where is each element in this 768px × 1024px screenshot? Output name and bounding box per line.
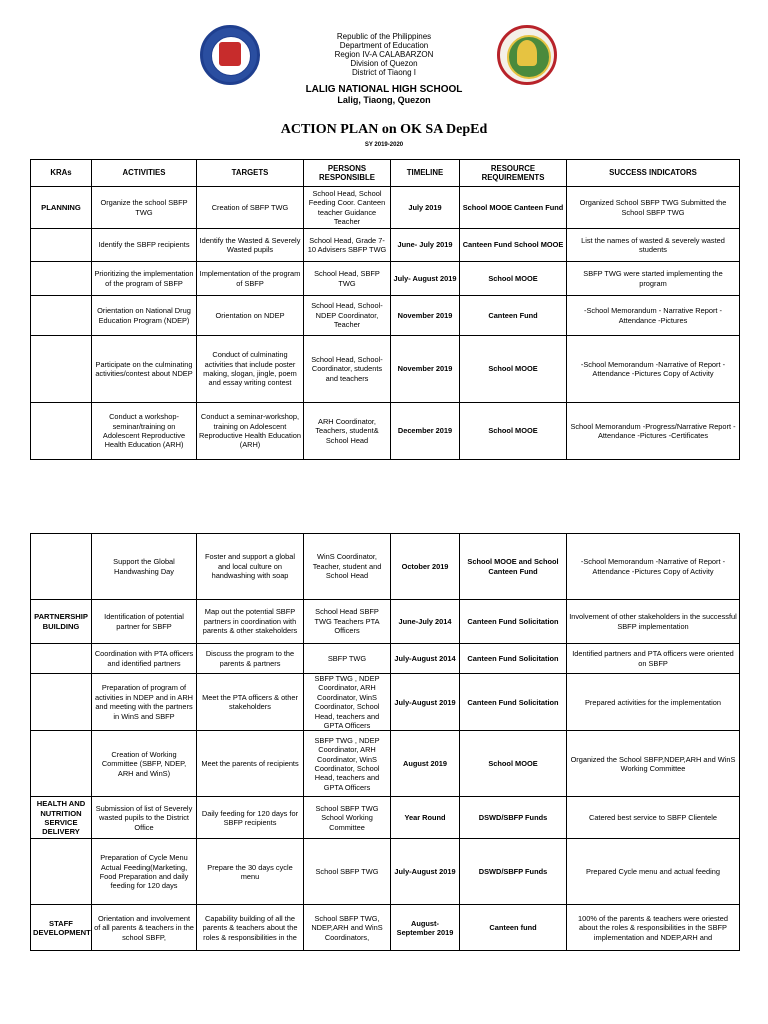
- document-title: ACTION PLAN on OK SA DepEd: [280, 122, 488, 137]
- kra-cell: [31, 336, 92, 403]
- resources-cell: Canteen fund: [460, 905, 567, 951]
- target-cell: Foster and support a global and local culture on handwashing with soap: [197, 534, 304, 600]
- col-header-indicators: SUCCESS INDICATORS: [567, 160, 740, 187]
- persons-cell: School SBFP TWG School Working Committee: [304, 797, 391, 839]
- target-cell: Creation of SBFP TWG: [197, 187, 304, 229]
- indicators-cell: -School Memorandum -Narrative of Report -Attendance -Pictures Copy of Activity: [567, 336, 740, 403]
- activity-cell: Preparation of Cycle Menu Actual Feeding(Marketing, Food Preparation and daily feeding for 120 days: [92, 839, 197, 905]
- persons-cell: School Head SBFP TWG Teachers PTA Officers: [304, 600, 391, 644]
- target-cell: Conduct a seminar-workshop, training on Adolescent Reproductive Health Education (ARH): [197, 403, 304, 460]
- action-plan-table-2: [30, 533, 740, 951]
- col-header-activities: ACTIVITIES: [92, 160, 197, 187]
- resources-cell: School MOOE Canteen Fund: [460, 187, 567, 229]
- timeline-cell: June-July 2014: [391, 600, 460, 644]
- indicators-cell: School Memorandum -Progress/Narrative Report -Attendance -Pictures -Certificates: [567, 403, 740, 460]
- school-name: LALIG NATIONAL HIGH SCHOOL: [305, 84, 463, 95]
- timeline-cell: December 2019: [391, 403, 460, 460]
- timeline-cell: October 2019: [391, 534, 460, 600]
- timeline-cell: November 2019: [391, 296, 460, 336]
- timeline-cell: November 2019: [391, 336, 460, 403]
- kra-cell: PARTNERSHIP BUILDING: [31, 600, 92, 644]
- resources-cell: DSWD/SBFP Funds: [460, 797, 567, 839]
- kra-cell: PLANNING: [31, 187, 92, 229]
- kra-cell: [31, 839, 92, 905]
- kra-cell: HEALTH AND NUTRITION SERVICE DELIVERY: [31, 797, 92, 839]
- target-cell: Discuss the program to the parents & partners: [197, 644, 304, 674]
- activity-cell: Orientation on National Drug Education Program (NDEP): [92, 296, 197, 336]
- target-cell: Map out the potential SBFP partners in coordination with parents & other stakeholders: [197, 600, 304, 644]
- persons-cell: School Head, School-NDEP Coordinator, Teacher: [304, 296, 391, 336]
- timeline-cell: August 2019: [391, 731, 460, 797]
- target-cell: Implementation of the program of SBFP: [197, 262, 304, 296]
- indicators-cell: Prepared Cycle menu and actual feeding: [567, 839, 740, 905]
- activity-cell: Identify the SBFP recipients: [92, 229, 197, 262]
- resources-cell: Canteen Fund: [460, 296, 567, 336]
- timeline-cell: Year Round: [391, 797, 460, 839]
- activity-cell: Orientation and involvement of all parents & teachers in the school SBFP,: [92, 905, 197, 951]
- resources-cell: Canteen Fund School MOOE: [460, 229, 567, 262]
- persons-cell: ARH Coordinator, Teachers, student& School Head: [304, 403, 391, 460]
- col-header-persons: PERSONS RESPONSIBLE: [304, 160, 391, 187]
- persons-cell: SBFP TWG: [304, 644, 391, 674]
- kra-cell: [31, 674, 92, 731]
- resources-cell: DSWD/SBFP Funds: [460, 839, 567, 905]
- activity-cell: Identification of potential partner for SBFP: [92, 600, 197, 644]
- resources-cell: School MOOE: [460, 336, 567, 403]
- kra-cell: [31, 229, 92, 262]
- kra-cell: [31, 534, 92, 600]
- table-row: [31, 187, 740, 229]
- target-cell: Capability building of all the parents & teachers about the roles & responsibilities in the: [197, 905, 304, 951]
- timeline-cell: July- August 2019: [391, 262, 460, 296]
- timeline-cell: July-August 2019: [391, 839, 460, 905]
- persons-cell: SBFP TWG , NDEP Coordinator, ARH Coordinator, WinS Coordinator, School Head, teachers and GPTA Officers: [304, 731, 391, 797]
- target-cell: Prepare the 30 days cycle menu: [197, 839, 304, 905]
- indicators-cell: Catered best service to SBFP Clientele: [567, 797, 740, 839]
- indicators-cell: Organized the School SBFP,NDEP,ARH and WinS Working Committee: [567, 731, 740, 797]
- timeline-cell: July-August 2019: [391, 674, 460, 731]
- table-row: [31, 336, 740, 403]
- resources-cell: School MOOE: [460, 403, 567, 460]
- persons-cell: School Head, Grade 7- 10 Advisers SBFP TWG: [304, 229, 391, 262]
- kra-cell: [31, 644, 92, 674]
- activity-cell: Prioritizing the implementation of the program of SBFP: [92, 262, 197, 296]
- persons-cell: School Head, School-Coordinator, students and teachers: [304, 336, 391, 403]
- activity-cell: Conduct a workshop-seminar/training on Adolescent Reproductive Health Education (ARH): [92, 403, 197, 460]
- table-row: [31, 296, 740, 336]
- resources-cell: Canteen Fund Solicitation: [460, 644, 567, 674]
- persons-cell: School Head, School Feeding Coor. Canteen teacher Guidance Teacher: [304, 187, 391, 229]
- kra-cell: [31, 731, 92, 797]
- kra-cell: STAFF DEVELOPMENT: [31, 905, 92, 951]
- table-row: [31, 797, 740, 839]
- indicators-cell: List the names of wasted & severely wasted students: [567, 229, 740, 262]
- table-row: [31, 905, 740, 951]
- indicators-cell: Prepared activities for the implementation: [567, 674, 740, 731]
- school-year: SY 2019-2020: [364, 142, 404, 148]
- school-address: Lalig, Tiaong, Quezon: [337, 95, 431, 105]
- target-cell: Orientation on NDEP: [197, 296, 304, 336]
- persons-cell: WinS Coordinator, Teacher, student and School Head: [304, 534, 391, 600]
- indicators-cell: SBFP TWG were started implementing the program: [567, 262, 740, 296]
- persons-cell: SBFP TWG , NDEP Coordinator, ARH Coordinator, WinS Coordinator, School Head, teachers and GPTA Officers: [304, 674, 391, 731]
- table-row: [31, 229, 740, 262]
- col-header-kras: KRAs: [31, 160, 92, 187]
- timeline-cell: July-August 2014: [391, 644, 460, 674]
- header-row: [31, 160, 740, 187]
- persons-cell: School SBFP TWG, NDEP,ARH and WinS Coordinators,: [304, 905, 391, 951]
- indicators-cell: Involvement of other stakeholders in the successful SBFP implementation: [567, 600, 740, 644]
- header-line: Republic of the Philippines: [336, 32, 432, 41]
- indicators-cell: -School Memorandum - Narrative Report -Attendance -Pictures: [567, 296, 740, 336]
- table-row: [31, 600, 740, 644]
- timeline-cell: July 2019: [391, 187, 460, 229]
- target-cell: Meet the parents of recipients: [197, 731, 304, 797]
- activity-cell: Participate on the culminating activities/contest about NDEP: [92, 336, 197, 403]
- kra-cell: [31, 262, 92, 296]
- activity-cell: Support the Global Handwashing Day: [92, 534, 197, 600]
- resources-cell: Canteen Fund Solicitation: [460, 600, 567, 644]
- timeline-cell: June- July 2019: [391, 229, 460, 262]
- target-cell: Identify the Wasted & Severely Wasted pupils: [197, 229, 304, 262]
- target-cell: Daily feeding for 120 days for SBFP recipients: [197, 797, 304, 839]
- activity-cell: Organize the school SBFP TWG: [92, 187, 197, 229]
- header-line: District of Tiaong I: [351, 68, 417, 77]
- resources-cell: School MOOE: [460, 262, 567, 296]
- table-row: [31, 731, 740, 797]
- indicators-cell: Identified partners and PTA officers were oriented on SBFP: [567, 644, 740, 674]
- table-row: [31, 674, 740, 731]
- indicators-cell: Organized School SBFP TWG Submitted the School SBFP TWG: [567, 187, 740, 229]
- timeline-cell: August-September 2019: [391, 905, 460, 951]
- table-row: [31, 839, 740, 905]
- header-line: Department of Education: [339, 41, 429, 50]
- col-header-resources: RESOURCE REQUIREMENTS: [460, 160, 567, 187]
- activity-cell: Creation of Working Committee (SBFP, NDEP, ARH and WinS): [92, 731, 197, 797]
- persons-cell: School SBFP TWG: [304, 839, 391, 905]
- col-header-timeline: TIMELINE: [391, 160, 460, 187]
- resources-cell: School MOOE: [460, 731, 567, 797]
- table-row: [31, 262, 740, 296]
- col-header-targets: TARGETS: [197, 160, 304, 187]
- indicators-cell: -School Memorandum -Narrative of Report -Attendance -Pictures Copy of Activity: [567, 534, 740, 600]
- action-plan-table-1: [30, 159, 740, 460]
- kra-cell: [31, 296, 92, 336]
- target-cell: Meet the PTA officers & other stakeholders: [197, 674, 304, 731]
- table-row: [31, 644, 740, 674]
- target-cell: Conduct of culminating activities that include poster making, slogan, jingle, poem and essay writing contest: [197, 336, 304, 403]
- activity-cell: Preparation of program of activities in NDEP and in ARH and meeting with the partners in WinS and SBFP: [92, 674, 197, 731]
- header-line: Division of Quezon: [350, 59, 418, 68]
- header-line: Region IV-A CALABARZON: [334, 50, 434, 59]
- persons-cell: School Head, SBFP TWG: [304, 262, 391, 296]
- table-row: [31, 403, 740, 460]
- resources-cell: Canteen Fund Solicitation: [460, 674, 567, 731]
- resources-cell: School MOOE and School Canteen Fund: [460, 534, 567, 600]
- indicators-cell: 100% of the parents & teachers were oriested about the roles & responsibilities in the SBFP implementation and NDEP,ARH and: [567, 905, 740, 951]
- table-row: [31, 534, 740, 600]
- activity-cell: Submission of list of Severely wasted pupils to the District Office: [92, 797, 197, 839]
- kra-cell: [31, 403, 92, 460]
- activity-cell: Coordination with PTA officers and identified partners: [92, 644, 197, 674]
